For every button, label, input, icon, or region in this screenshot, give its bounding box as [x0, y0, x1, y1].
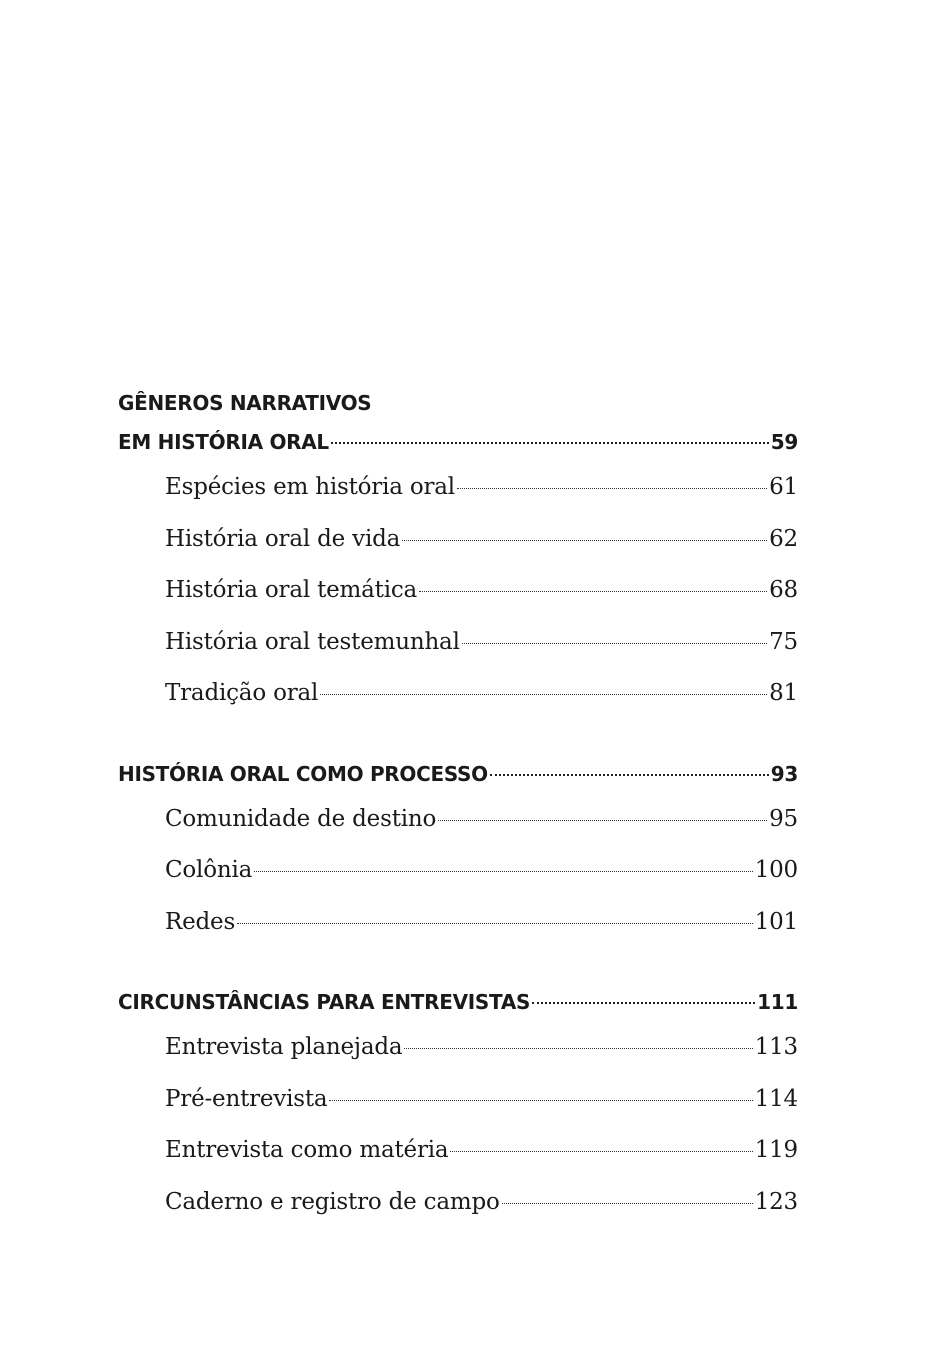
- dot-leader: [532, 1002, 755, 1004]
- dot-leader: [320, 694, 767, 695]
- toc-section-circunstancias: [118, 982, 798, 1228]
- toc-entry-page: 123: [754, 1188, 798, 1215]
- toc-entry-page: 61: [769, 474, 798, 500]
- section-page-number: 59: [770, 430, 798, 454]
- toc-entry[interactable]: [118, 1022, 798, 1074]
- dot-leader: [450, 1151, 752, 1152]
- toc-entry[interactable]: [118, 462, 798, 514]
- toc-entry-page: 68: [769, 577, 798, 603]
- toc-entry[interactable]: [118, 668, 798, 720]
- toc-entry-title: História oral temática: [165, 577, 418, 603]
- toc-entry[interactable]: [118, 794, 798, 846]
- toc-entry-title: Redes: [165, 908, 236, 935]
- toc-entry-title: Colônia: [165, 857, 253, 883]
- toc-entry-page: 75: [769, 628, 798, 655]
- toc-section-historia-oral-processo: [118, 754, 798, 949]
- section-heading-row[interactable]: [118, 422, 798, 462]
- toc-section-generos-narrativos: [118, 384, 798, 720]
- toc-entry-page: 81: [769, 680, 798, 706]
- dot-leader: [329, 1100, 752, 1101]
- toc-entry[interactable]: [118, 565, 798, 617]
- toc-entry[interactable]: [118, 1074, 798, 1126]
- toc-entry-title: Tradição oral: [165, 680, 319, 706]
- section-page-number: 111: [757, 990, 798, 1014]
- dot-leader: [331, 442, 769, 444]
- section-heading-line: GÊNEROS NARRATIVOS: [118, 391, 372, 415]
- toc-entry[interactable]: [118, 1125, 798, 1177]
- toc-entry-page: 101: [754, 908, 798, 935]
- dot-leader: [490, 774, 769, 776]
- toc-entry-title: Pré-entrevista: [165, 1085, 328, 1112]
- dot-leader: [438, 820, 767, 821]
- dot-leader: [237, 923, 753, 924]
- toc-entry-title: Comunidade de destino: [165, 805, 437, 832]
- section-heading-row[interactable]: [118, 754, 798, 794]
- toc-entry[interactable]: [118, 1177, 798, 1229]
- section-heading-row[interactable]: [118, 982, 798, 1022]
- dot-leader: [462, 643, 767, 644]
- toc-entry-page: 113: [754, 1034, 798, 1060]
- toc-entry-page: 62: [769, 525, 798, 552]
- toc-entry-page: 119: [754, 1137, 798, 1163]
- section-heading-title: EM HISTÓRIA ORAL: [118, 430, 329, 454]
- table-of-contents: [118, 384, 798, 1228]
- section-heading-title: CIRCUNSTÂNCIAS PARA ENTREVISTAS: [118, 990, 531, 1014]
- dot-leader: [502, 1203, 753, 1204]
- toc-entry-title: Entrevista como matéria: [165, 1137, 449, 1163]
- toc-entry-page: 114: [754, 1085, 798, 1112]
- toc-entry-page: 100: [754, 857, 798, 883]
- toc-entry-title: Entrevista planejada: [165, 1034, 403, 1060]
- toc-entry[interactable]: [118, 514, 798, 566]
- section-heading-title: HISTÓRIA ORAL COMO PROCESSO: [118, 761, 488, 786]
- dot-leader: [402, 540, 767, 541]
- toc-entry-page: 95: [769, 805, 798, 832]
- dot-leader: [254, 871, 753, 872]
- toc-entry[interactable]: [118, 845, 798, 897]
- toc-entry-title: Espécies em história oral: [165, 474, 455, 500]
- dot-leader: [404, 1048, 752, 1049]
- toc-entry[interactable]: [118, 617, 798, 669]
- dot-leader: [419, 591, 767, 592]
- toc-entry-title: História oral testemunhal: [165, 628, 460, 655]
- dot-leader: [457, 488, 767, 489]
- toc-entry-title: História oral de vida: [165, 525, 401, 552]
- toc-entry[interactable]: [118, 897, 798, 949]
- section-page-number: 93: [770, 761, 798, 786]
- toc-entry-title: Caderno e registro de campo: [165, 1188, 500, 1215]
